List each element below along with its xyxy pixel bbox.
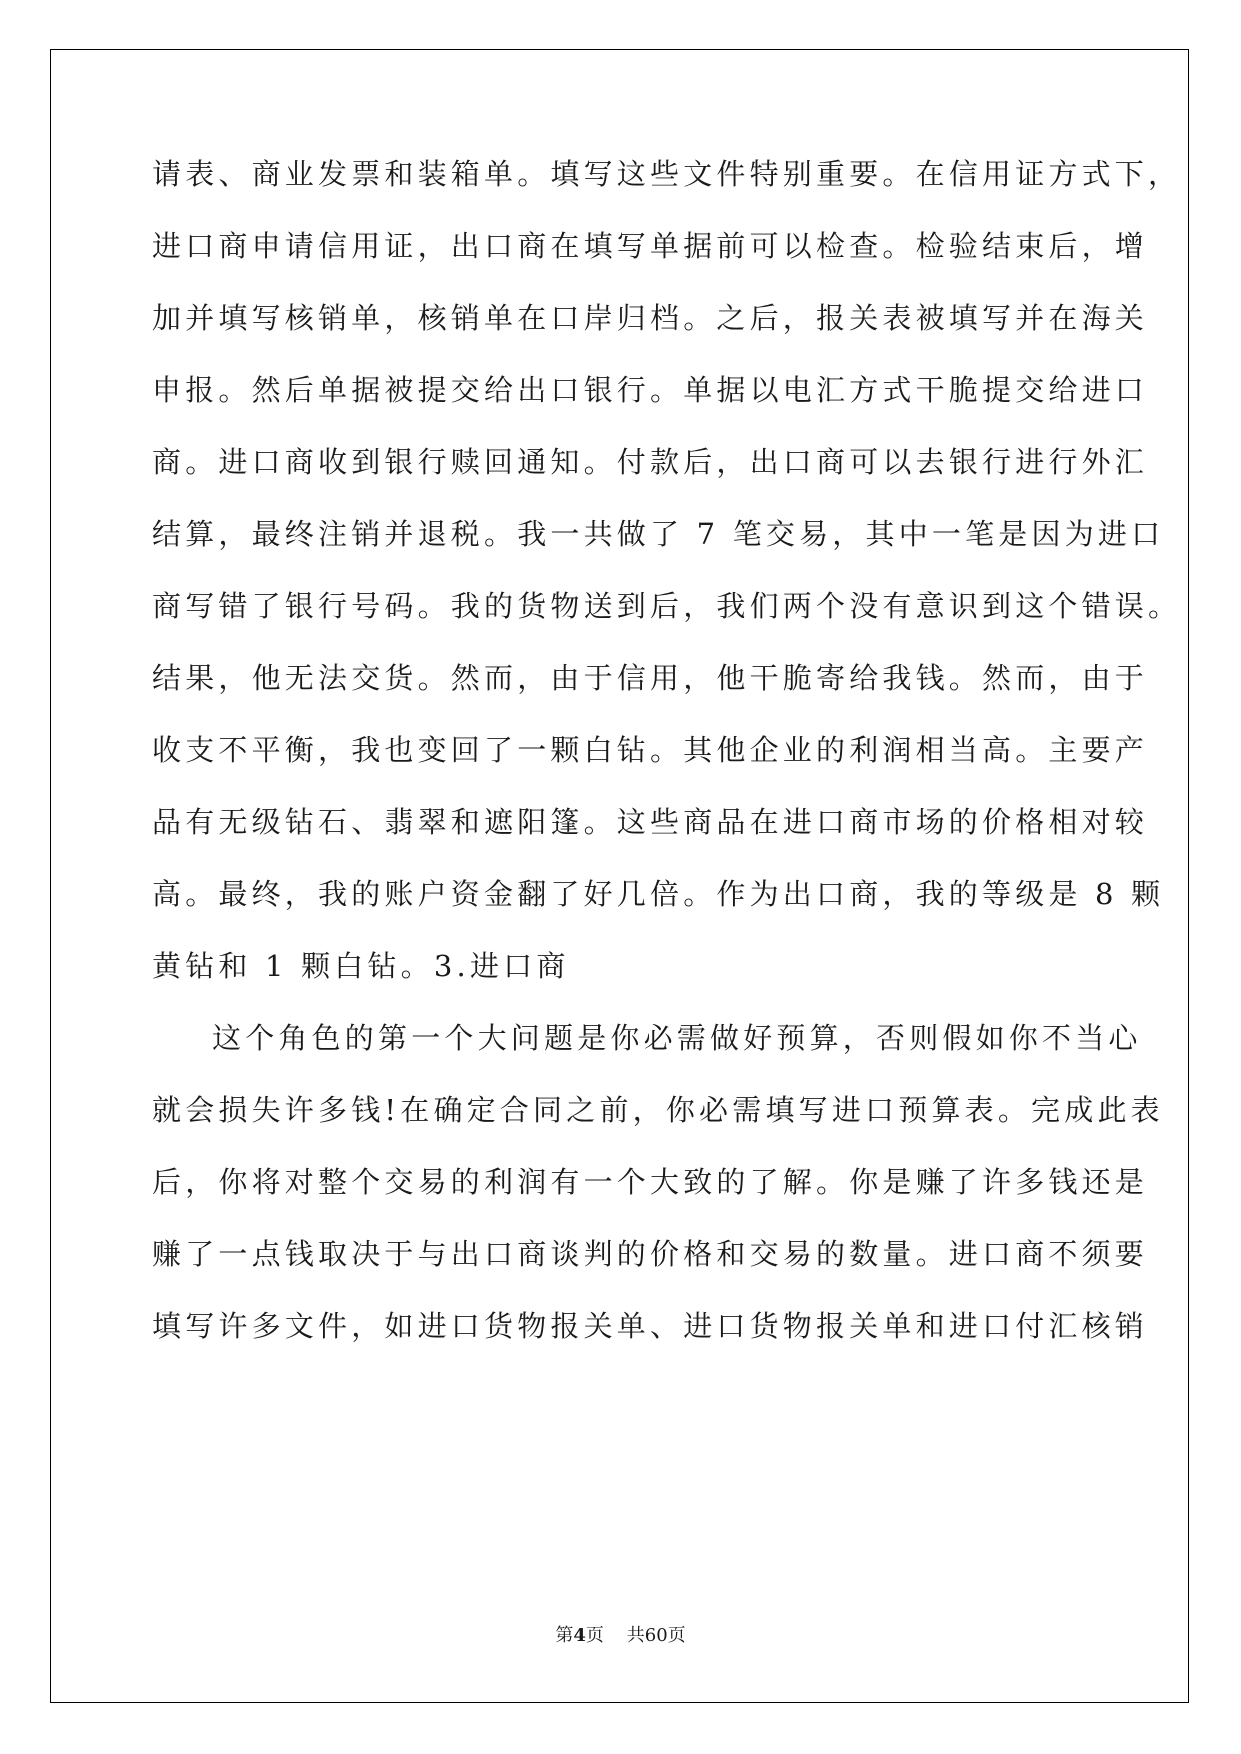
footer-prefix: 第 <box>555 1625 574 1646</box>
text-line: 结果，他无法交货。然而，由于信用，他干脆寄给我钱。然而，由于 <box>152 661 1149 695</box>
text-line: 赚了一点钱取决于与出口商谈判的价格和交易的数量。进口商不须要 <box>152 1237 1149 1271</box>
paragraph-first-line: 这个角色的第一个大问题是你必需做好预算，否则假如你不当心 <box>212 1021 1142 1055</box>
text-line: 填写许多文件，如进口货物报关单、进口货物报关单和进口付汇核销 <box>152 1309 1149 1343</box>
text-line: 后，你将对整个交易的利润有一个大致的了解。你是赚了许多钱还是 <box>152 1165 1149 1199</box>
text-line: 收支不平衡，我也变回了一颗白钻。其他企业的利润相当高。主要产 <box>152 733 1149 767</box>
page-footer <box>0 1621 1241 1647</box>
text-line: 就会损失许多钱!在确定合同之前，你必需填写进口预算表。完成此表 <box>152 1093 1164 1127</box>
footer-page-suffix: 页 <box>585 1625 604 1646</box>
text-line: 品有无级钻石、翡翠和遮阳篷。这些商品在进口商市场的价格相对较 <box>152 805 1149 839</box>
text-line: 商写错了银行号码。我的货物送到后，我们两个没有意识到这个错误。 <box>152 589 1182 623</box>
text-line: 申报。然后单据被提交给出口银行。单据以电汇方式干脆提交给进口 <box>152 373 1149 407</box>
total-pages: 60 <box>644 1625 668 1646</box>
footer-total-suffix: 页 <box>667 1625 686 1646</box>
text-line: 请表、商业发票和装箱单。填写这些文件特别重要。在信用证方式下， <box>152 157 1182 191</box>
text-line: 进口商申请信用证，出口商在填写单据前可以检查。检验结束后，增 <box>152 229 1149 263</box>
text-line: 商。进口商收到银行赎回通知。付款后，出口商可以去银行进行外汇 <box>152 445 1149 479</box>
text-line: 结算，最终注销并退税。我一共做了 7 笔交易，其中一笔是因为进口 <box>152 517 1165 551</box>
text-line: 黄钻和 1 颗白钻。3.进口商 <box>152 949 570 983</box>
text-line: 高。最终，我的账户资金翻了好几倍。作为出口商，我的等级是 8 颗 <box>152 877 1165 911</box>
text-line: 加并填写核销单，核销单在口岸归档。之后，报关表被填写并在海关 <box>152 301 1149 335</box>
footer-total-prefix: 共 <box>626 1625 645 1646</box>
page-number: 4 <box>573 1625 586 1646</box>
